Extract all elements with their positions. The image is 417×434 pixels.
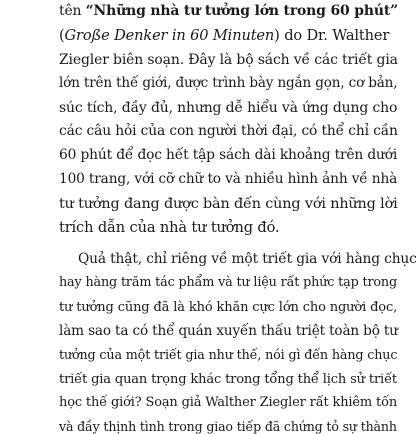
paragraph-2-line-1: Quả thật, chỉ riêng về một triết gia với hàng chục	[78, 251, 417, 267]
paragraph-2-line-4: làm sao ta có thể quán xuyến thấu triệt toàn bộ tư	[59, 323, 398, 339]
text-fragment: ) do Dr. Walther	[274, 27, 390, 44]
text-line-9: tư tưởng đang được bàn đến cùng với những lời	[59, 196, 398, 212]
text-line-1	[59, 5, 398, 19]
text-line-6: các câu hỏi của con người thời đại, có thể chỉ cần	[59, 123, 398, 139]
text-line-3: Ziegler biên soạn. Đây là bộ sách về các triết gia	[59, 52, 398, 68]
paragraph-2-line-8: và đầy thịnh tình trong giao tiếp đã chứng tỏ sự thành	[59, 419, 397, 434]
text-line-2	[59, 29, 389, 44]
text-line-8: 100 trang, với cỡ chữ to và nhiều hình ảnh về nhà	[59, 171, 398, 187]
book-title: “Những nhà tư tưởng lớn trong 60 phút”	[85, 3, 398, 19]
text-line-7: 60 phút để đọc hết tập sách dài khoảng trên dưới	[59, 147, 398, 163]
paragraph-2-line-7: học thế giới? Soạn giả Walther Ziegler rất khiêm tốn	[59, 395, 398, 410]
paragraph-2-line-2: hay hàng trăm tác phẩm và tư liệu rất phức tạp trong	[59, 275, 398, 290]
text-line-5: súc tích, đầy đủ, nhưng dễ hiểu và ứng dụng cho	[59, 100, 398, 116]
paragraph-2-line-5: tưởng của một triết gia như thế, nói gì đến hàng chục	[59, 347, 398, 362]
text-line-4: lớn trên thế giới, được trình bày ngắn gọn, cơ bản,	[59, 75, 398, 91]
text-fragment: tên	[59, 3, 86, 19]
paragraph-2-line-6: triết gia quan trọng khác trong tổng thể lịch sử triết	[59, 372, 398, 387]
text-line-10: trích dẫn của nhà tư tưởng đó.	[59, 219, 280, 236]
paragraph-2-line-3: tư tưởng cũng đã là khó khăn cực lớn cho người đọc,	[59, 300, 398, 315]
original-title: Große Denker in 60 Minuten	[64, 27, 275, 44]
parenthesis-open: (	[59, 27, 65, 44]
